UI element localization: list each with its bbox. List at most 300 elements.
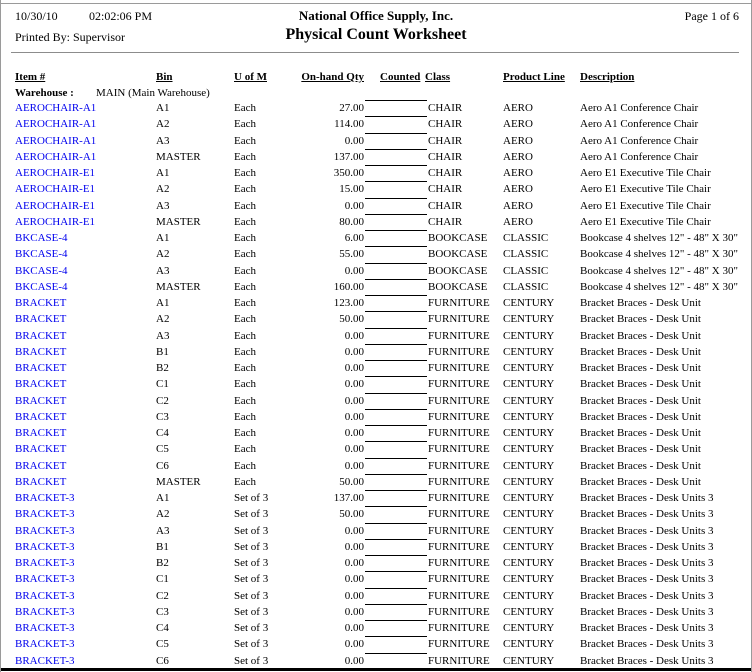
class-value: CHAIR <box>428 102 463 114</box>
onhand-qty-value: 55.00 <box>339 248 364 261</box>
class-value: CHAIR <box>428 199 463 212</box>
class-value: BOOKCASE <box>428 264 488 277</box>
table-row <box>1 474 751 490</box>
uom-value: Each <box>234 345 256 358</box>
bin-value: C5 <box>156 443 169 456</box>
class-value: CHAIR <box>428 134 463 147</box>
item-number-link[interactable]: BRACKET-3 <box>15 524 75 537</box>
product-line-value: CENTURY <box>503 654 555 667</box>
uom-value: Each <box>234 443 256 456</box>
bin-value: B2 <box>156 557 169 569</box>
product-line-value: AERO <box>503 150 533 163</box>
counted-blank-line <box>365 360 427 361</box>
item-number-link[interactable]: BRACKET <box>15 443 67 456</box>
table-row <box>1 636 751 652</box>
uom-value: Set of 3 <box>234 492 269 504</box>
warehouse-label: Warehouse : <box>15 87 74 99</box>
uom-value: Each <box>234 199 256 212</box>
page-frame-bottom <box>1 668 751 671</box>
item-number-link[interactable]: BKCASE-4 <box>15 232 68 244</box>
counted-blank-line <box>365 441 427 442</box>
description-value: Aero A1 Conference Chair <box>580 118 699 131</box>
counted-blank-line <box>365 555 427 556</box>
uom-value: Set of 3 <box>234 540 269 553</box>
item-number-link[interactable]: BRACKET-3 <box>15 622 75 634</box>
table-row <box>1 653 751 669</box>
report-date: 10/30/10 <box>15 9 58 23</box>
class-value: FURNITURE <box>428 589 490 602</box>
product-line-value: AERO <box>503 102 533 114</box>
item-number-link[interactable]: BRACKET <box>15 378 67 391</box>
class-value: CHAIR <box>428 215 463 228</box>
onhand-qty-value: 123.00 <box>333 297 364 309</box>
product-line-value: CLASSIC <box>503 264 549 277</box>
counted-blank-line <box>365 523 427 524</box>
description-value: Aero E1 Executive Tile Chair <box>580 167 711 179</box>
description-value: Bracket Braces - Desk Units 3 <box>580 524 714 537</box>
item-number-link[interactable]: BRACKET-3 <box>15 654 75 667</box>
class-value: FURNITURE <box>428 329 490 342</box>
bin-value: C2 <box>156 394 169 407</box>
counted-blank-line <box>365 133 427 134</box>
description-value: Bracket Braces - Desk Unit <box>580 475 701 488</box>
table-row <box>1 263 751 279</box>
class-value: BOOKCASE <box>428 248 488 261</box>
uom-value: Each <box>234 313 256 326</box>
bin-value: A1 <box>156 492 170 504</box>
item-number-link[interactable]: AEROCHAIR-E1 <box>15 183 96 196</box>
onhand-qty-value: 0.00 <box>344 589 364 602</box>
uom-value: Each <box>234 427 256 439</box>
description-value: Bookcase 4 shelves 12" - 48" X 30" <box>580 280 738 293</box>
onhand-qty-value: 0.00 <box>344 524 364 537</box>
counted-blank-line <box>365 458 427 459</box>
counted-blank-line <box>365 425 427 426</box>
uom-value: Each <box>234 297 256 309</box>
item-number-link[interactable]: AEROCHAIR-E1 <box>15 215 96 228</box>
onhand-qty-value: 0.00 <box>344 345 364 358</box>
description-value: Aero E1 Executive Tile Chair <box>580 199 711 212</box>
column-header-item: Item # <box>15 71 46 83</box>
bin-value: A3 <box>156 264 170 277</box>
item-number-link[interactable]: BRACKET <box>15 459 67 472</box>
onhand-qty-value: 0.00 <box>344 378 364 391</box>
class-value: CHAIR <box>428 118 463 131</box>
counted-blank-line <box>365 474 427 475</box>
uom-value: Each <box>234 280 256 293</box>
company-name: National Office Supply, Inc. <box>298 8 454 23</box>
item-number-link[interactable]: BRACKET <box>15 313 67 326</box>
description-value: Aero A1 Conference Chair <box>580 134 699 147</box>
item-number-link[interactable]: BRACKET <box>15 475 67 488</box>
bin-value: A3 <box>156 329 170 342</box>
description-value: Bookcase 4 shelves 12" - 48" X 30" <box>580 264 738 277</box>
onhand-qty-value: 0.00 <box>344 443 364 456</box>
uom-value: Set of 3 <box>234 508 269 521</box>
item-number-link[interactable]: AEROCHAIR-E1 <box>15 167 96 179</box>
counted-blank-line <box>365 263 427 264</box>
bin-value: C2 <box>156 589 169 602</box>
counted-blank-line <box>365 653 427 654</box>
product-line-value: AERO <box>503 183 533 196</box>
description-value: Bracket Braces - Desk Unit <box>580 443 701 456</box>
counted-blank-line <box>365 506 427 507</box>
table-row <box>1 165 751 181</box>
bin-value: C4 <box>156 427 169 439</box>
item-number-link[interactable]: AEROCHAIR-E1 <box>15 199 96 212</box>
table-row <box>1 393 751 409</box>
bin-value: B1 <box>156 345 169 358</box>
item-number-link[interactable]: AEROCHAIR-A1 <box>15 118 97 131</box>
counted-blank-line <box>365 344 427 345</box>
column-header-uom: U of M <box>234 71 267 83</box>
table-row <box>1 490 751 506</box>
onhand-qty-value: 0.00 <box>344 264 364 277</box>
class-value: FURNITURE <box>428 345 490 358</box>
printed-by: Printed By: Supervisor <box>15 30 125 44</box>
onhand-qty-value: 0.00 <box>344 638 364 651</box>
product-line-value: CENTURY <box>503 378 555 391</box>
onhand-qty-value: 0.00 <box>344 362 364 374</box>
table-row <box>1 555 751 571</box>
counted-blank-line <box>365 295 427 296</box>
product-line-value: AERO <box>503 199 533 212</box>
table-row <box>1 311 751 327</box>
bin-value: A1 <box>156 167 170 179</box>
table-row <box>1 523 751 539</box>
onhand-qty-value: 0.00 <box>344 573 364 586</box>
item-number-link[interactable]: BRACKET <box>15 362 67 374</box>
uom-value: Set of 3 <box>234 638 269 651</box>
uom-value: Each <box>234 329 256 342</box>
bin-value: C1 <box>156 573 169 586</box>
counted-blank-line <box>365 571 427 572</box>
bin-value: MASTER <box>156 475 201 488</box>
product-line-value: CENTURY <box>503 345 555 358</box>
description-value: Bracket Braces - Desk Units 3 <box>580 573 714 586</box>
description-value: Bracket Braces - Desk Units 3 <box>580 540 714 553</box>
class-value: FURNITURE <box>428 297 490 309</box>
table-row <box>1 230 751 246</box>
item-number-link[interactable]: BRACKET <box>15 394 67 407</box>
uom-value: Each <box>234 378 256 391</box>
uom-value: Each <box>234 394 256 407</box>
product-line-value: CLASSIC <box>503 232 549 244</box>
item-number-link[interactable]: BKCASE-4 <box>15 248 68 261</box>
uom-value: Set of 3 <box>234 622 269 634</box>
description-value: Bracket Braces - Desk Unit <box>580 313 701 326</box>
uom-value: Set of 3 <box>234 654 269 667</box>
bin-value: A2 <box>156 118 170 131</box>
onhand-qty-value: 0.00 <box>344 557 364 569</box>
product-line-value: CENTURY <box>503 589 555 602</box>
bin-value: MASTER <box>156 150 201 163</box>
item-number-link[interactable]: AEROCHAIR-A1 <box>15 102 97 114</box>
uom-value: Each <box>234 475 256 488</box>
item-number-link[interactable]: AEROCHAIR-A1 <box>15 134 97 147</box>
description-value: Aero E1 Executive Tile Chair <box>580 183 711 196</box>
class-value: FURNITURE <box>428 508 490 521</box>
onhand-qty-value: 50.00 <box>339 508 364 521</box>
item-number-link[interactable]: BRACKET-3 <box>15 573 75 586</box>
item-number-link[interactable]: BRACKET <box>15 329 67 342</box>
table-row <box>1 409 751 425</box>
class-value: FURNITURE <box>428 362 490 374</box>
counted-blank-line <box>365 149 427 150</box>
onhand-qty-value: 160.00 <box>333 280 364 293</box>
product-line-value: CENTURY <box>503 394 555 407</box>
description-value: Bookcase 4 shelves 12" - 48" X 30" <box>580 232 738 244</box>
bin-value: A3 <box>156 524 170 537</box>
product-line-value: CENTURY <box>503 524 555 537</box>
product-line-value: CENTURY <box>503 540 555 553</box>
uom-value: Each <box>234 118 256 131</box>
class-value: FURNITURE <box>428 378 490 391</box>
table-row <box>1 246 751 262</box>
product-line-value: CENTURY <box>503 475 555 488</box>
table-row <box>1 344 751 360</box>
uom-value: Each <box>234 410 256 423</box>
table-row <box>1 133 751 149</box>
item-number-link[interactable]: BRACKET <box>15 410 67 423</box>
uom-value: Each <box>234 264 256 277</box>
uom-value: Set of 3 <box>234 605 269 618</box>
class-value: FURNITURE <box>428 622 490 634</box>
column-header-bin: Bin <box>156 71 173 83</box>
uom-value: Set of 3 <box>234 524 269 537</box>
counted-blank-line <box>365 588 427 589</box>
item-number-link[interactable]: BRACKET <box>15 345 67 358</box>
product-line-value: CENTURY <box>503 427 555 439</box>
table-row <box>1 279 751 295</box>
uom-value: Each <box>234 167 256 179</box>
product-line-value: CENTURY <box>503 557 555 569</box>
bin-value: MASTER <box>156 280 201 293</box>
table-rows <box>1 100 751 669</box>
bin-value: A1 <box>156 232 170 244</box>
description-value: Aero A1 Conference Chair <box>580 102 699 114</box>
item-number-link[interactable]: BRACKET-3 <box>15 492 75 504</box>
description-value: Bracket Braces - Desk Unit <box>580 362 701 374</box>
class-value: FURNITURE <box>428 427 490 439</box>
table-row <box>1 604 751 620</box>
uom-value: Each <box>234 232 256 244</box>
onhand-qty-value: 0.00 <box>344 394 364 407</box>
counted-blank-line <box>365 246 427 247</box>
bin-value: MASTER <box>156 215 201 228</box>
onhand-qty-value: 0.00 <box>344 199 364 212</box>
table-row <box>1 360 751 376</box>
class-value: BOOKCASE <box>428 280 488 293</box>
counted-blank-line <box>365 230 427 231</box>
item-number-link[interactable]: BRACKET <box>15 297 67 309</box>
counted-blank-line <box>365 409 427 410</box>
item-number-link[interactable]: AEROCHAIR-A1 <box>15 150 97 163</box>
product-line-value: AERO <box>503 215 533 228</box>
description-value: Aero E1 Executive Tile Chair <box>580 215 711 228</box>
uom-value: Each <box>234 248 256 261</box>
class-value: FURNITURE <box>428 313 490 326</box>
column-header-onhand-qty: On-hand Qty <box>301 71 364 83</box>
item-number-link[interactable]: BRACKET-3 <box>15 557 75 569</box>
onhand-qty-value: 27.00 <box>339 102 364 114</box>
class-value: CHAIR <box>428 150 463 163</box>
item-number-link[interactable]: BRACKET-3 <box>15 508 75 521</box>
product-line-value: CENTURY <box>503 297 555 309</box>
table-row <box>1 620 751 636</box>
counted-blank-line <box>365 165 427 166</box>
counted-blank-line <box>365 620 427 621</box>
onhand-qty-value: 0.00 <box>344 410 364 423</box>
table-row <box>1 441 751 457</box>
header-separator <box>11 52 739 53</box>
counted-blank-line <box>365 198 427 199</box>
description-value: Bracket Braces - Desk Units 3 <box>580 622 714 634</box>
table-row <box>1 295 751 311</box>
item-number-link[interactable]: BRACKET-3 <box>15 589 75 602</box>
class-value: FURNITURE <box>428 410 490 423</box>
class-value: FURNITURE <box>428 605 490 618</box>
counted-blank-line <box>365 539 427 540</box>
report-title: Physical Count Worksheet <box>285 26 467 43</box>
counted-blank-line <box>365 328 427 329</box>
onhand-qty-value: 0.00 <box>344 622 364 634</box>
column-header-class: Class <box>425 71 451 83</box>
bin-value: A2 <box>156 313 170 326</box>
bin-value: A2 <box>156 248 170 261</box>
product-line-value: CENTURY <box>503 492 555 504</box>
counted-blank-line <box>365 376 427 377</box>
counted-blank-line <box>365 214 427 215</box>
uom-value: Set of 3 <box>234 589 269 602</box>
class-value: FURNITURE <box>428 492 490 504</box>
uom-value: Each <box>234 134 256 147</box>
class-value: FURNITURE <box>428 540 490 553</box>
bin-value: A3 <box>156 199 170 212</box>
counted-blank-line <box>365 393 427 394</box>
bin-value: C3 <box>156 410 169 423</box>
description-value: Bracket Braces - Desk Unit <box>580 394 701 407</box>
product-line-value: CENTURY <box>503 443 555 456</box>
item-number-link[interactable]: BKCASE-4 <box>15 264 68 277</box>
item-number-link[interactable]: BRACKET <box>15 427 67 439</box>
uom-value: Each <box>234 362 256 374</box>
uom-value: Each <box>234 215 256 228</box>
report-time: 02:02:06 PM <box>89 9 153 23</box>
column-header-description: Description <box>580 71 635 83</box>
counted-blank-line <box>365 279 427 280</box>
bin-value: A2 <box>156 508 170 521</box>
onhand-qty-value: 137.00 <box>333 492 364 504</box>
table-row <box>1 214 751 230</box>
description-value: Bracket Braces - Desk Unit <box>580 427 701 439</box>
product-line-value: CENTURY <box>503 508 555 521</box>
bin-value: C6 <box>156 654 169 667</box>
description-value: Bracket Braces - Desk Unit <box>580 459 701 472</box>
onhand-qty-value: 0.00 <box>344 134 364 147</box>
class-value: FURNITURE <box>428 573 490 586</box>
description-value: Bracket Braces - Desk Unit <box>580 410 701 423</box>
bin-value: A1 <box>156 297 170 309</box>
description-value: Bookcase 4 shelves 12" - 48" X 30" <box>580 248 738 261</box>
product-line-value: CENTURY <box>503 573 555 586</box>
class-value: FURNITURE <box>428 475 490 488</box>
product-line-value: CENTURY <box>503 622 555 634</box>
item-number-link[interactable]: BRACKET-3 <box>15 605 75 618</box>
counted-blank-line <box>365 490 427 491</box>
description-value: Bracket Braces - Desk Units 3 <box>580 492 714 504</box>
item-number-link[interactable]: BRACKET-3 <box>15 638 75 651</box>
onhand-qty-value: 0.00 <box>344 427 364 439</box>
bin-value: A3 <box>156 134 170 147</box>
class-value: CHAIR <box>428 183 463 196</box>
description-value: Bracket Braces - Desk Unit <box>580 378 701 391</box>
class-value: FURNITURE <box>428 557 490 569</box>
bin-value: C5 <box>156 638 169 651</box>
onhand-qty-value: 350.00 <box>333 167 364 179</box>
description-value: Bracket Braces - Desk Units 3 <box>580 557 714 569</box>
counted-blank-line <box>365 604 427 605</box>
onhand-qty-value: 0.00 <box>344 459 364 472</box>
description-value: Bracket Braces - Desk Units 3 <box>580 508 714 521</box>
onhand-qty-value: 50.00 <box>339 313 364 326</box>
column-header-product-line: Product Line <box>503 71 565 83</box>
item-number-link[interactable]: BKCASE-4 <box>15 280 68 293</box>
item-number-link[interactable]: BRACKET-3 <box>15 540 75 553</box>
table-row <box>1 181 751 197</box>
class-value: FURNITURE <box>428 524 490 537</box>
onhand-qty-value: 0.00 <box>344 605 364 618</box>
product-line-value: CENTURY <box>503 605 555 618</box>
onhand-qty-value: 114.00 <box>334 118 364 131</box>
product-line-value: CENTURY <box>503 313 555 326</box>
product-line-value: AERO <box>503 118 533 131</box>
table-row <box>1 116 751 132</box>
onhand-qty-value: 0.00 <box>344 540 364 553</box>
table-row <box>1 149 751 165</box>
bin-value: C3 <box>156 605 169 618</box>
warehouse-value: MAIN (Main Warehouse) <box>96 87 210 99</box>
table-row <box>1 588 751 604</box>
column-header-counted: Counted <box>380 71 421 83</box>
counted-blank-line <box>365 636 427 637</box>
product-line-value: CENTURY <box>503 329 555 342</box>
product-line-value: CLASSIC <box>503 248 549 261</box>
class-value: FURNITURE <box>428 394 490 407</box>
onhand-qty-value: 0.00 <box>344 329 364 342</box>
counted-blank-line <box>365 181 427 182</box>
product-line-value: CENTURY <box>503 410 555 423</box>
description-value: Bracket Braces - Desk Units 3 <box>580 589 714 602</box>
table-row <box>1 458 751 474</box>
page-frame-top <box>1 3 751 4</box>
bin-value: B1 <box>156 540 169 553</box>
description-value: Bracket Braces - Desk Unit <box>580 297 701 309</box>
description-value: Aero A1 Conference Chair <box>580 150 699 163</box>
class-value: FURNITURE <box>428 443 490 456</box>
class-value: FURNITURE <box>428 638 490 651</box>
product-line-value: AERO <box>503 134 533 147</box>
counted-blank-line <box>365 311 427 312</box>
product-line-value: CENTURY <box>503 459 555 472</box>
table-row <box>1 328 751 344</box>
uom-value: Each <box>234 102 256 114</box>
table-row <box>1 506 751 522</box>
product-line-value: CENTURY <box>503 638 555 651</box>
table-row <box>1 571 751 587</box>
onhand-qty-value: 15.00 <box>339 183 364 196</box>
table-row <box>1 198 751 214</box>
